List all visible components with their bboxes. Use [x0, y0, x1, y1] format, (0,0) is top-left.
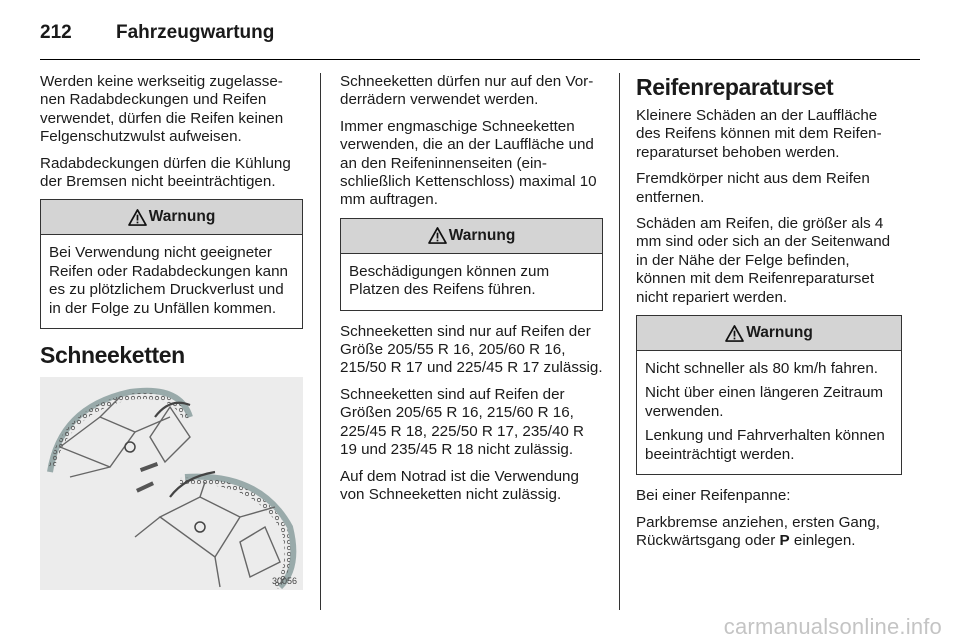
snow-chains-illustration: [40, 377, 303, 590]
column-1: [40, 73, 303, 590]
warning-text: Nicht schneller als 80 km/h fahren.: [645, 360, 878, 378]
column-2: [340, 73, 603, 512]
lower-chain: [135, 472, 293, 587]
paragraph: Radabdeckungen dürfen die Kühlung der Bremsen nicht beeinträchtigen.: [40, 154, 291, 191]
warning-header: [341, 219, 602, 254]
column-divider: [619, 73, 620, 610]
warning-box: [636, 315, 902, 475]
upper-chain: [50, 391, 190, 477]
warning-header: [637, 316, 901, 351]
paragraph-text: einlegen.: [789, 531, 856, 549]
page-header: [40, 18, 274, 48]
figure-number: 30056: [271, 576, 297, 587]
warning-triangle-icon: [428, 227, 447, 244]
warning-box: [340, 218, 603, 311]
snow-chains-drawing: [40, 377, 303, 590]
warning-text: Bei Verwendung nicht geeigneter Reifen oder Radabdeckungen kann es zu plötzlichem Druckverlust und in der Folge zu Unfällen kommen.: [49, 244, 288, 317]
warning-box: [40, 199, 303, 329]
page-number: 212: [40, 22, 72, 43]
paragraph: Kleinere Schäden an der Lauffläche des Reifens können mit dem Reifenreparaturset behoben werden.: [636, 107, 882, 161]
warning-triangle-icon: [725, 325, 744, 342]
warning-body: [41, 235, 302, 328]
paragraph: Schneeketten sind auf Reifen der Größen 205/65 R 16, 215/60 R 16, 225/45 R 18, 225/50 R 17, 235/40 R 19 und 235/45 R 18 nicht zulässig.: [340, 385, 585, 459]
warning-title: Warnung: [746, 324, 813, 342]
section-heading: Schneeketten: [40, 342, 185, 369]
gear-letter: P: [779, 531, 790, 549]
warning-body: [341, 254, 602, 310]
paragraph: Werden keine werkseitig zugelassenen Radabdeckungen und Reifen verwendet, dürfen die Reifen keinen Felgenschutzwulst aufweisen.: [40, 73, 284, 146]
warning-text: Lenkung und Fahrverhalten können beeinträchtigt werden.: [645, 427, 885, 463]
paragraph: Schäden am Reifen, die größer als 4 mm sind oder sich an der Seitenwand in der Nähe der Felge befinden, können mit dem Reifenreparaturset nicht repariert werden.: [636, 215, 891, 306]
warning-body: [637, 351, 901, 474]
paragraph: Schneeketten sind nur auf Reifen der Größe 205/55 R 16, 205/60 R 16, 215/50 R 17 und 225/45 R 17 zulässig.: [340, 322, 603, 377]
warning-title: Warnung: [448, 226, 516, 244]
paragraph: Bei einer Reifenpanne:: [636, 487, 791, 505]
warning-header: [41, 200, 302, 235]
watermark: carmanualsonline.info: [723, 614, 942, 639]
header-rule: [40, 59, 920, 60]
column-divider: [320, 73, 321, 610]
warning-triangle-icon: [128, 209, 147, 226]
paragraph: Immer engmaschige Schneeketten verwenden, die an der Lauffläche und an den Reifeninnenseiten (einschließlich Kettenschloss) maximal 10 mm auftragen.: [340, 117, 597, 209]
section-heading: Reifenreparaturset: [636, 74, 834, 100]
paragraph: [636, 514, 902, 551]
paragraph: Auf dem Notrad ist die Verwendung von Schneeketten nicht zulässig.: [340, 467, 579, 503]
warning-title: Warnung: [148, 208, 216, 226]
column-3: [636, 73, 902, 558]
paragraph-text: Parkbremse anziehen, ersten Gang, Rückwärtsgang oder: [636, 513, 880, 549]
warning-text: Beschädigungen können zum Platzen des Reifens führen.: [349, 262, 550, 299]
warning-text: Nicht über einen längeren Zeitraum verwenden.: [645, 384, 884, 420]
paragraph: Fremdkörper nicht aus dem Reifen entfernen.: [636, 170, 870, 206]
page-title: Fahrzeugwartung: [116, 22, 275, 43]
paragraph: Schneeketten dürfen nur auf den Vorderrädern verwendet werden.: [340, 73, 594, 109]
